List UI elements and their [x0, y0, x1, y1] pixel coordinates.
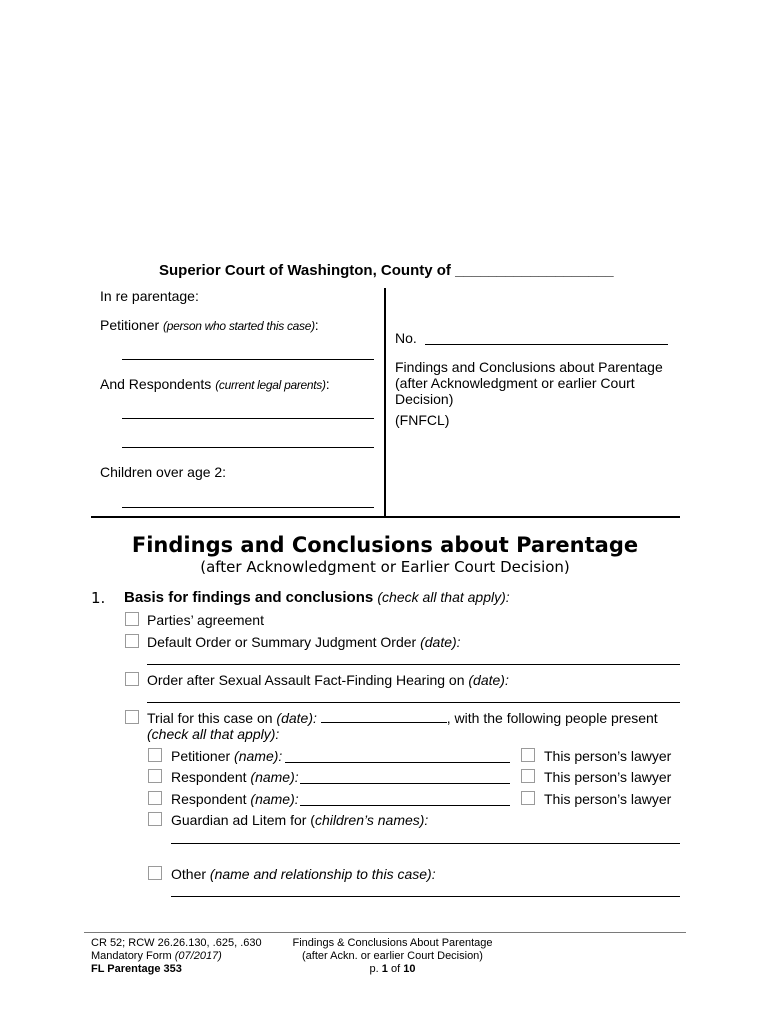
sexual-assault-label [147, 672, 509, 688]
default-order-text: Default Order or Summary Judgment Order [147, 634, 417, 650]
trial-petitioner-label [171, 748, 282, 764]
trial-text: Trial for this case on [147, 710, 273, 726]
agreement-checkbox[interactable] [125, 612, 139, 626]
respondent-1-lawyer-checkbox[interactable] [521, 769, 535, 783]
petitioner-caption-text: Petitioner [100, 317, 160, 333]
trial-hint-text: (check all that apply): [147, 726, 280, 742]
sexual-assault-checkbox[interactable] [125, 672, 139, 686]
in-re-label: In re parentage: [100, 288, 199, 304]
trial-respondent-1-checkbox[interactable] [148, 769, 162, 783]
case-number-field[interactable] [425, 343, 668, 345]
case-no-label: No. [395, 330, 417, 346]
children-caption-label: Children over age 2: [100, 464, 227, 480]
court-title: Superior Court of Washington, County of ___________________ [159, 262, 614, 279]
page-total: 10 [403, 963, 416, 975]
page-current: 1 [381, 963, 388, 975]
petitioner-lawyer-checkbox[interactable] [521, 748, 535, 762]
name-hint: (name): [250, 791, 299, 807]
respondent-1-lawyer-label: This person’s lawyer [544, 769, 672, 785]
petitioner-text: Petitioner [171, 748, 231, 764]
petitioner-caption-hint: (person who started this case) [163, 319, 315, 333]
agreement-label: Parties’ agreement [147, 612, 264, 628]
trial-text-post: , with the following people present [446, 710, 658, 726]
trial-petitioner-checkbox[interactable] [148, 748, 162, 762]
trial-hint [147, 726, 279, 742]
caption-divider [384, 288, 386, 517]
section-number: 1. [91, 589, 106, 607]
footer-form-id: FL Parentage 353 [91, 963, 182, 975]
caption-title-line-2: (after Acknowledgment or earlier Court [395, 375, 635, 391]
footer-rule [84, 932, 686, 933]
default-order-checkbox[interactable] [125, 634, 139, 648]
respondents-caption-hint: (current legal parents) [215, 378, 326, 392]
name-hint: (name): [234, 748, 283, 764]
colon: : [314, 317, 319, 333]
gal-label [171, 812, 428, 828]
date-hint: (date): [468, 672, 509, 688]
gal-children-names-field[interactable] [171, 842, 680, 844]
page-prefix: p. [369, 963, 382, 975]
footer-citation: CR 52; RCW 26.26.130, .625, .630 [91, 937, 262, 949]
footer-form-title: Findings & Conclusions About Parentage [292, 937, 493, 949]
section-heading-text: Basis for findings and conclusions [124, 589, 374, 606]
respondent-name-field-1[interactable] [122, 417, 374, 419]
caption-title-line-1: Findings and Conclusions about Parentage [395, 359, 663, 375]
respondent-text: Respondent [171, 769, 247, 785]
colon: : [325, 376, 330, 392]
trial-respondent-2-name-field[interactable] [300, 804, 510, 806]
section-heading-hint: (check all that apply): [377, 589, 510, 605]
trial-checkbox[interactable] [125, 710, 139, 724]
form-code: (FNFCL) [395, 412, 450, 428]
petitioner-caption-label [100, 317, 319, 333]
footer-form-status [91, 950, 262, 963]
footer-page-number [270, 963, 515, 976]
respondent-2-lawyer-checkbox[interactable] [521, 791, 535, 805]
default-order-label [147, 634, 461, 650]
trial-respondent-2-label [171, 791, 299, 807]
other-checkbox[interactable] [148, 866, 162, 880]
trial-date-field[interactable] [321, 710, 447, 723]
respondent-name-field-2[interactable] [122, 446, 374, 448]
gal-hint: children’s names): [314, 812, 429, 828]
footer-date: (07/2017) [174, 950, 222, 962]
other-label [171, 866, 436, 882]
document-title: Findings and Conclusions about Parentage [131, 533, 639, 557]
caption-title-line-3: Decision) [395, 391, 454, 407]
date-hint: (date): [420, 634, 461, 650]
default-order-date-field[interactable] [147, 663, 680, 665]
trial-respondent-1-name-field[interactable] [300, 782, 510, 784]
gal-checkbox[interactable] [148, 812, 162, 826]
respondent-text: Respondent [171, 791, 247, 807]
footer-center [270, 937, 515, 976]
section-heading [124, 589, 510, 606]
other-name-field[interactable] [171, 895, 680, 897]
document-subtitle: (after Acknowledgment or Earlier Court Decision) [200, 558, 570, 576]
trial-respondent-1-label [171, 769, 299, 785]
trial-petitioner-name-field[interactable] [285, 761, 510, 763]
trial-respondent-2-checkbox[interactable] [148, 791, 162, 805]
respondent-2-lawyer-label: This person’s lawyer [544, 791, 672, 807]
sexual-assault-text: Order after Sexual Assault Fact-Finding Hearing on [147, 672, 465, 688]
caption-bottom-rule [91, 516, 680, 518]
sexual-assault-date-field[interactable] [147, 701, 680, 703]
other-hint: (name and relationship to this case): [209, 866, 436, 882]
gal-text: Guardian ad Litem for ( [171, 812, 315, 828]
trial-label [147, 710, 658, 726]
respondents-caption-text: And Respondents [100, 376, 212, 392]
name-hint: (name): [250, 769, 299, 785]
petitioner-lawyer-label: This person’s lawyer [544, 748, 672, 764]
page-of: of [387, 963, 404, 975]
date-hint: (date): [276, 710, 317, 726]
footer-left [91, 937, 262, 976]
caption-form-title [395, 359, 663, 407]
footer-form-subtitle: (after Ackn. or earlier Court Decision) [302, 950, 483, 962]
footer-mandatory: Mandatory Form [91, 950, 175, 962]
other-text: Other [171, 866, 207, 882]
petitioner-name-field[interactable] [122, 358, 374, 360]
children-name-field[interactable] [122, 506, 374, 508]
respondents-caption-label [100, 376, 330, 392]
